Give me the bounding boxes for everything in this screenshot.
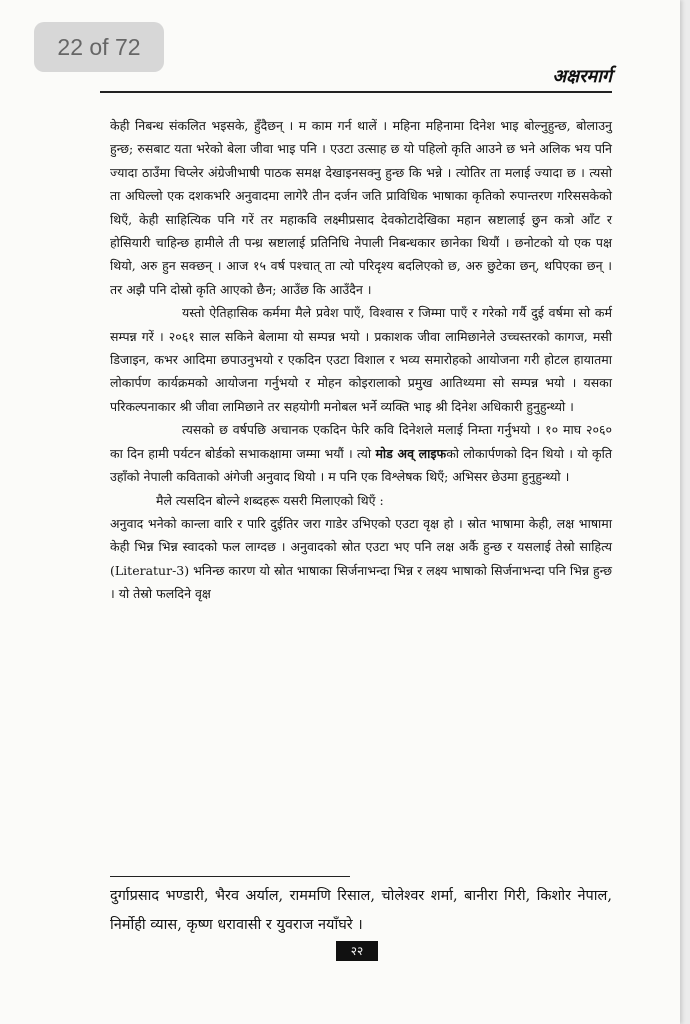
running-head-title: अक्षरमार्ग: [552, 66, 612, 87]
footnote: दुर्गाप्रसाद भण्डारी, भैरव अर्याल, राममणि रिसाल, चोलेश्वर शर्मा, बानीरा गिरी, किशोर नेपाल, निर्मोही व्यास, कृष्ण धरावासी र युवराज नयाँघरे ।: [110, 888, 612, 933]
page-counter-badge: 22 of 72: [34, 22, 164, 72]
paragraph-3: [110, 418, 612, 488]
paragraph-1: केही निबन्ध संकलित भइसके, हुँदैछन् । म काम गर्न थालें । महिना महिनामा दिनेश भाइ बोल्नुहुन्छ, बोलाउनु हुन्छ; रुसबाट यता भरेको बेला जीवा भाइ पनि । एउटा उत्साह छ यो पहिलो कृति आउने छ भने अलिक भय पनि ज्यादा ठाउँमा चिप्लेर अंग्रेजीभाषी पाठक समक्ष देखाइनसक्नु हुन्छ कि भन्ने । त्योतिर ता मलाई ज्यादा छ । त्यसो ता अघिल्लो एक दशकभरि अनुवादमा लागेरै तीन दर्जन जति प्राविधिक भाषाका कृतिको रुपान्तरण गरिससकेको थिएँ, केही साहित्यिक पनि गरें तर महाकवि लक्ष्मीप्रसाद देवकोटादेखिका महान स्रष्टालाई छुन कत्रो आँट र होसियारी चाहिन्छ हामीले ती पन्ध्र स्रष्टालाई प्रतिनिधि नेपाली निबन्धकार छानेका थियौं । छनोटको यो एक पक्ष थियो, अरु हुन सक्छन् । आज १५ वर्ष पश्चात् ता त्यो परिदृश्य बदलिएको छ, अरु छुटेका छन्, थपिएका छन् । तर अझै पनि दोस्रो कृति आएको छैन; आउँछ कि आउँदैन ।: [110, 118, 612, 297]
body-text: [110, 114, 612, 606]
paragraph-5: अनुवाद भनेको कान्ला वारि र पारि दुईतिर जरा गाडेर उभिएको एउटा वृक्ष हो । स्रोत भाषामा केही, लक्ष भाषामा केही भिन्न भिन्न स्वादको फल लाग्दछ । अनुवादको स्रोत एउटा भए पनि लक्ष अर्कै हुन्छ र यसलाई तेस्रो साहित्य (Literatur-3) भनिन्छ कारण यो स्रोत भाषाका सिर्जनाभन्दा भिन्न र लक्ष्य भाषाको सिर्जनाभन्दा पनि भिन्न हुन्छ । यो तेस्रो फलदिने वृक्ष: [110, 515, 612, 602]
page-number: २२: [336, 941, 378, 961]
book-title-bold: मोड अव् लाइफ: [375, 445, 447, 461]
paragraph-3-text-start: त्यसको छ वर्षपछि अचानक एकदिन फेरि कवि दिनेशले मलाई निम्ता गर्नुभयो । १० माघ २०६० का दिन हामी पर्यटन बोर्डको सभाकक्षामा जम्मा भयौं । त्यो: [110, 422, 612, 461]
footnote-rule: [110, 876, 350, 877]
header-rule: [100, 91, 612, 93]
paragraph-4: मैले त्यसदिन बोल्ने शब्दहरू यसरी मिलाएको थिएँ :: [156, 492, 384, 508]
paragraph-2: यस्तो ऐतिहासिक कर्ममा मैले प्रवेश पाएँ, विश्वास र जिम्मा पाएँ र गरेको गर्यै दुई वर्षमा सो कर्म सम्पन्न गरें । २०६१ साल सकिने बेलामा यो सम्पन्न भयो । प्रकाशक जीवा लामिछानेले उच्चस्तरको कागज, मसी डिजाइन, कभर आदिमा छपाउनुभयो र एकदिन एउटा विशाल र भव्य समारोहको आयोजना गरी होटल हायातमा लोकार्पण कार्यक्रमको आयोजना गर्नुभयो र मोहन कोइरालाको प्रमुख आतिथ्यमा सो सम्पन्न भयो । यसका परिकल्पनाकार श्री जीवा लामिछाने तर सहयोगी मनोबल भर्ने व्यक्ति भाइ श्री दिनेश अधिकारी हुनुहुन्थ्यो ।: [110, 305, 612, 414]
paragraph-3-text-end: को लोकार्पणको दिन थियो । यो कृति उहाँको नेपाली कविताको अंगेजी अनुवाद थियो । म पनि एक विश्लेषक थिएँ; अभिसर छेउमा हुनुहुन्थ्यो ।: [110, 445, 612, 485]
